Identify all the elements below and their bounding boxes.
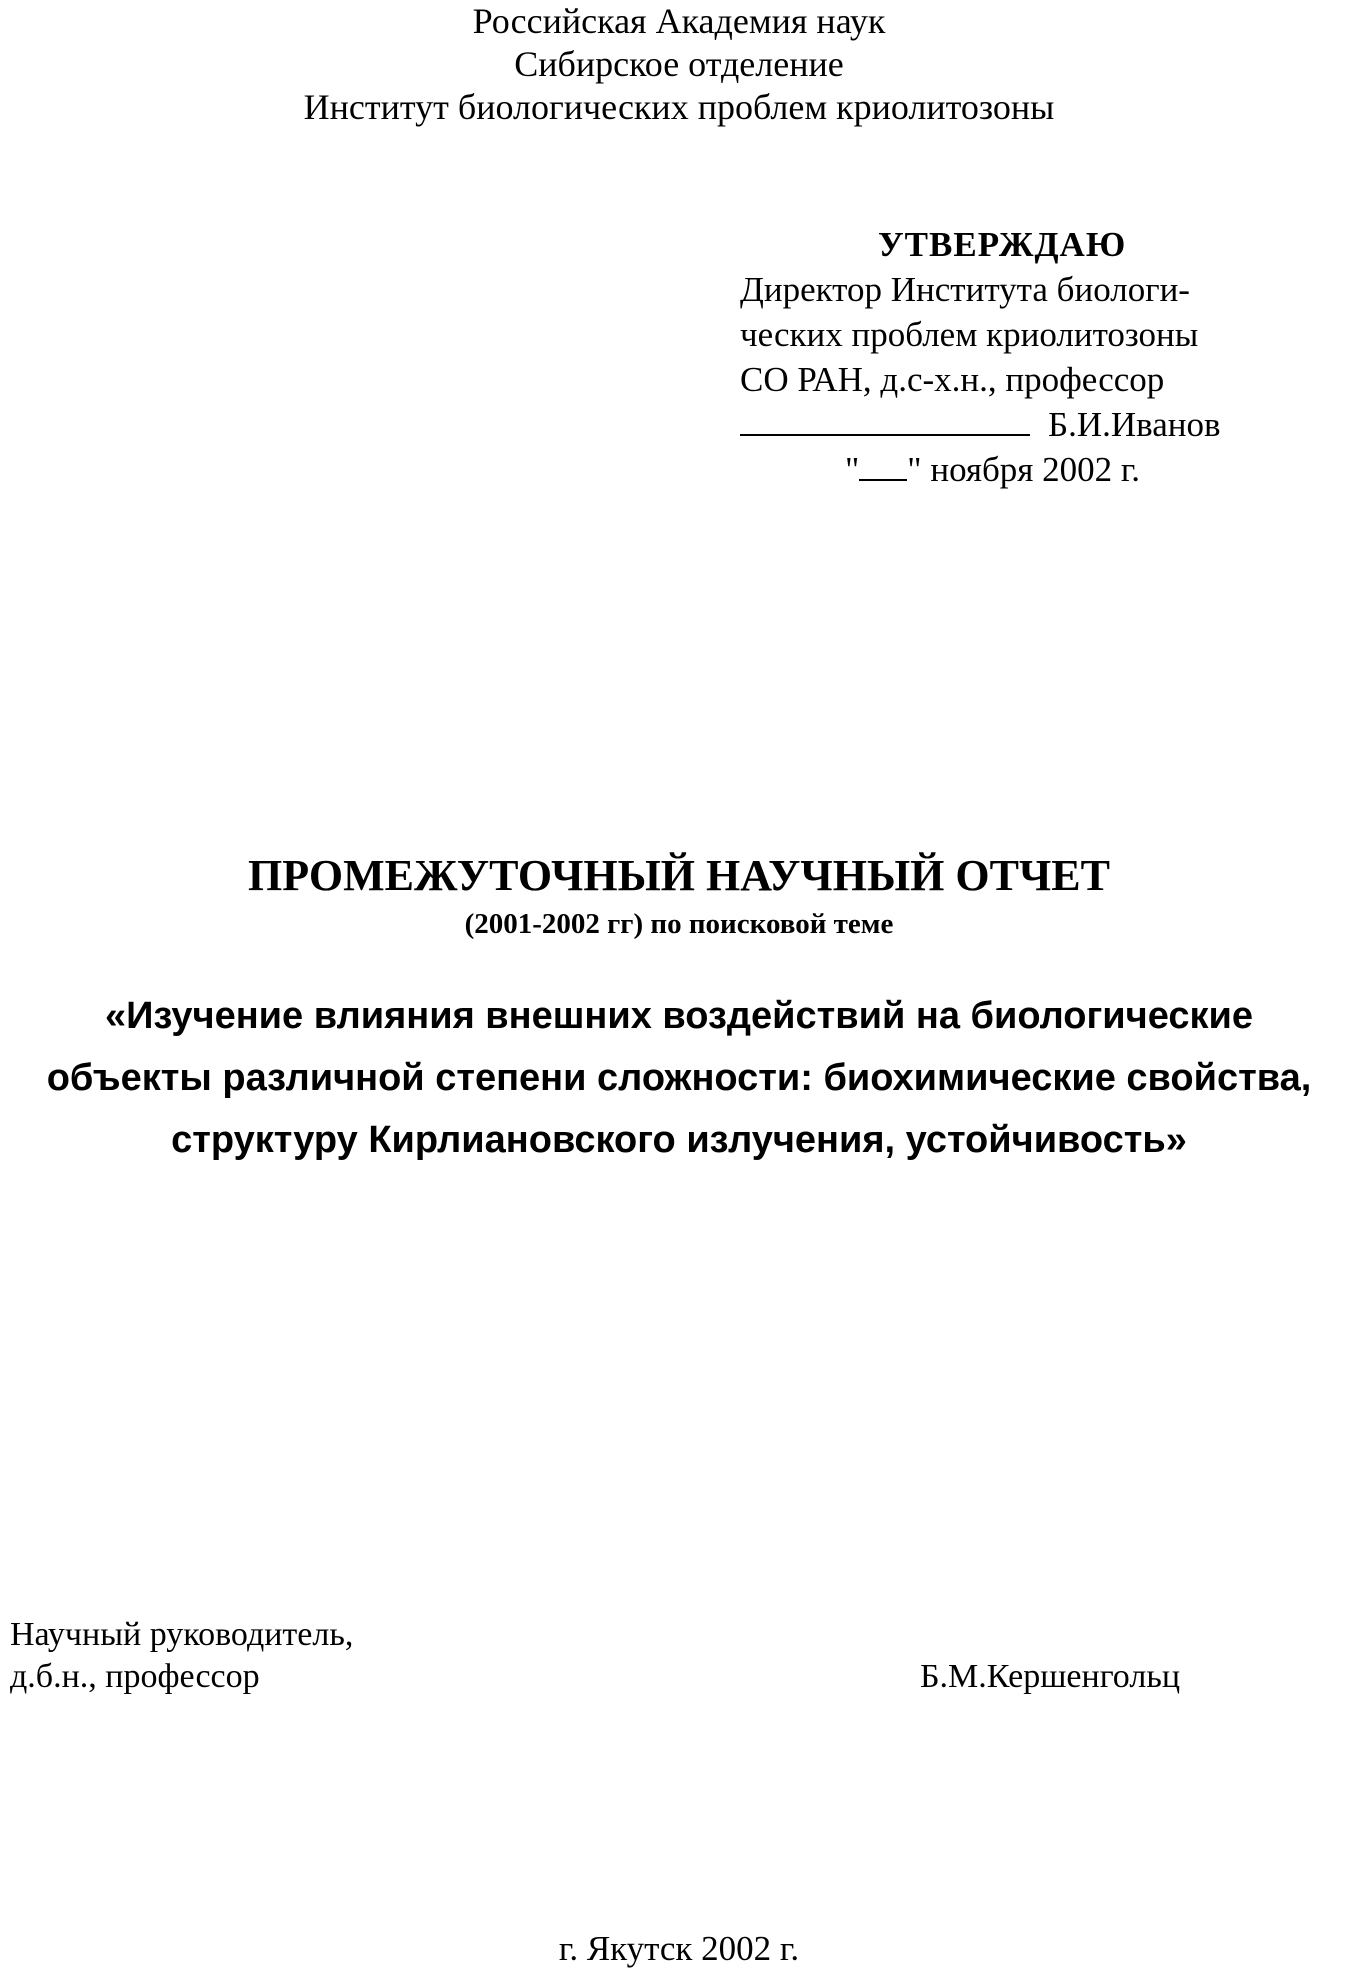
org-academy: Российская Академия наук xyxy=(472,1,886,41)
report-subtitle: (2001-2002 гг) по поисковой теме xyxy=(464,908,894,940)
report-topic xyxy=(0,985,1358,1171)
supervisor-name: Б.М.Кершенгольц xyxy=(920,1658,1181,1695)
approval-block xyxy=(740,222,1300,492)
signature-line xyxy=(740,404,1030,436)
approval-signatory: Б.И.Иванов xyxy=(1048,405,1221,444)
approval-position-line-2: ческих проблем криолитозоны xyxy=(740,315,1199,354)
report-title: ПРОМЕЖУТОЧНЫЙ НАУЧНЫЙ ОТЧЕТ xyxy=(248,851,1110,900)
supervisor-role-line-1: Научный руководитель, xyxy=(10,1616,354,1653)
topic-line-1: «Изучение влияния внешних воздействий на биологические xyxy=(105,995,1253,1037)
supervisor-role-line-2: д.б.н., профессор xyxy=(10,1658,260,1695)
footer-city-year: г. Якутск 2002 г. xyxy=(558,1929,800,1968)
supervisor-role xyxy=(10,1614,353,1698)
organization-header xyxy=(0,0,1358,129)
date-suffix: " ноября 2002 г. xyxy=(907,450,1141,489)
org-branch: Сибирское отделение xyxy=(514,44,844,84)
approval-title: УТВЕРЖДАЮ xyxy=(878,225,1127,264)
approval-position-line-1: Директор Института биологи- xyxy=(740,270,1190,309)
org-institute: Институт биологических проблем криолитозоны xyxy=(303,87,1055,127)
approval-date xyxy=(740,447,1300,492)
approval-signature-row xyxy=(740,402,1300,447)
date-day-blank xyxy=(859,451,907,481)
topic-line-3: структуру Кирлиановского излучения, устойчивость» xyxy=(171,1119,1187,1161)
topic-line-2: объекты различной степени сложности: биохимические свойства, xyxy=(46,1057,1312,1099)
date-prefix: " xyxy=(845,450,860,489)
approval-position-line-3: СО РАН, д.с-х.н., профессор xyxy=(740,360,1165,399)
